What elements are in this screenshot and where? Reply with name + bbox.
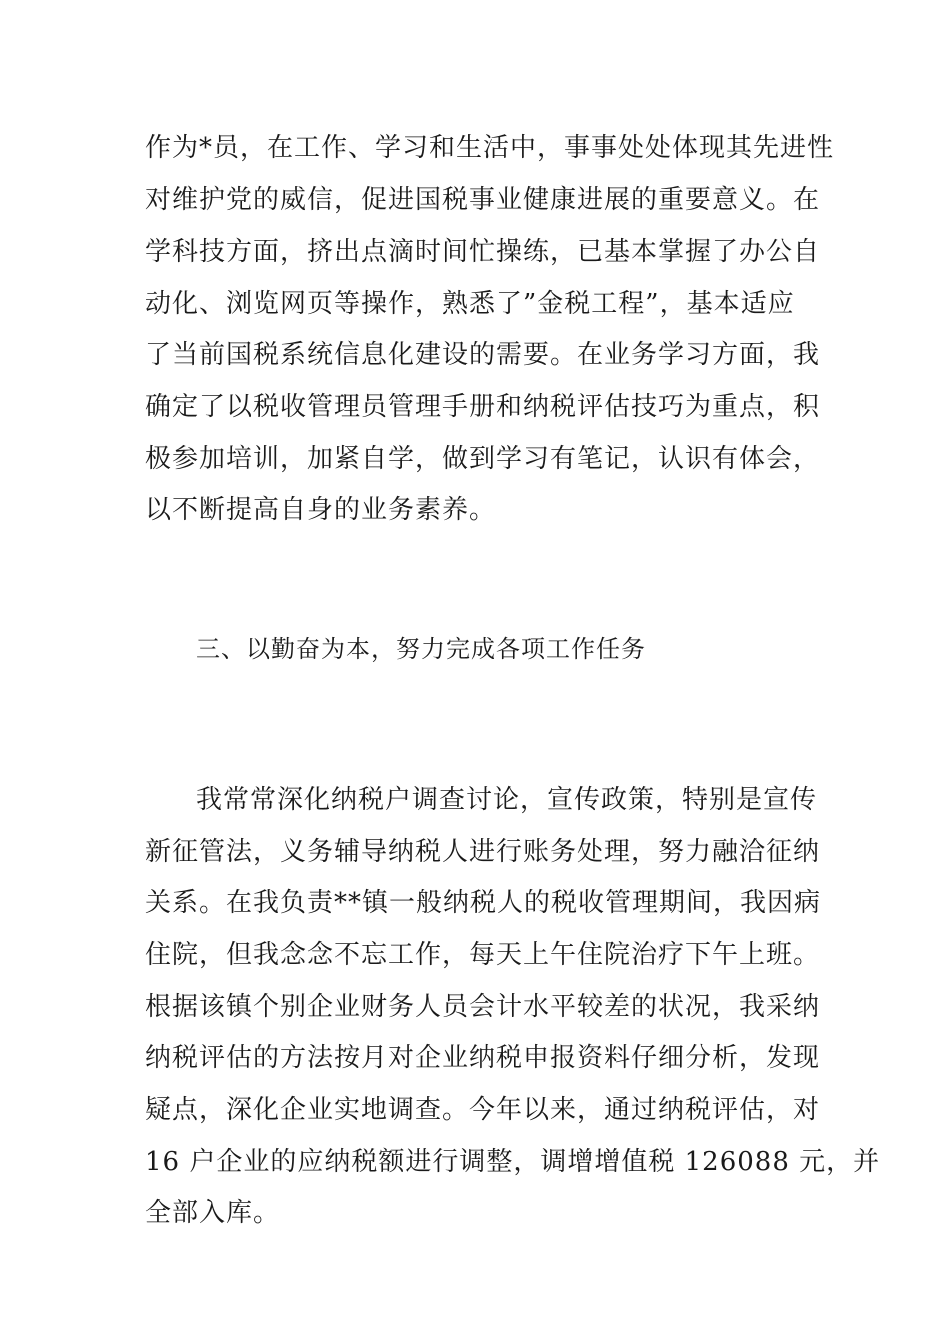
paragraph-1-line: 确定了以税收管理员管理手册和纳税评估技巧为重点，积 bbox=[145, 392, 821, 422]
paragraph-1-line: 学科技方面，挤出点滴时间忙操练，已基本掌握了办公自 bbox=[145, 237, 821, 267]
paragraph-1-line: 极参加培训，加紧自学，做到学习有笔记，认识有体会， bbox=[145, 444, 821, 474]
paragraph-1-line: 了当前国税系统信息化建设的需要。在业务学习方面，我 bbox=[145, 340, 821, 370]
paragraph-1-line: 动化、浏览网页等操作，熟悉了”金税工程”，基本适应 bbox=[145, 289, 795, 319]
paragraph-2-line: 疑点，深化企业实地调查。今年以来，通过纳税评估，对 bbox=[145, 1095, 821, 1125]
paragraph-1-line: 对维护党的威信，促进国税事业健康进展的重要意义。在 bbox=[145, 185, 821, 215]
paragraph-2-line: 新征管法，义务辅导纳税人进行账务处理，努力融洽征纳 bbox=[145, 837, 821, 867]
paragraph-2-line: 全部入库。 bbox=[145, 1198, 281, 1228]
section-heading: 三、以勤奋为本，努力完成各项工作任务 bbox=[196, 635, 646, 663]
paragraph-2-line: 16 户企业的应纳税额进行调整，调增增值税 126088 元，并 bbox=[145, 1147, 881, 1177]
paragraph-1-line: 以不断提高自身的业务素养。 bbox=[145, 495, 497, 525]
paragraph-2-line: 我常常深化纳税户调查讨论，宣传政策，特别是宣传 bbox=[196, 785, 818, 815]
paragraph-2-line: 纳税评估的方法按月对企业纳税申报资料仔细分析，发现 bbox=[145, 1043, 821, 1073]
paragraph-1-line: 作为*员，在工作、学习和生活中，事事处处体现其先进性 bbox=[145, 133, 835, 163]
paragraph-2-line: 根据该镇个别企业财务人员会计水平较差的状况，我采纳 bbox=[145, 992, 821, 1022]
paragraph-2-line: 关系。在我负责**镇一般纳税人的税收管理期间，我因病 bbox=[145, 888, 822, 918]
paragraph-2-line: 住院，但我念念不忘工作，每天上午住院治疗下午上班。 bbox=[145, 940, 821, 970]
